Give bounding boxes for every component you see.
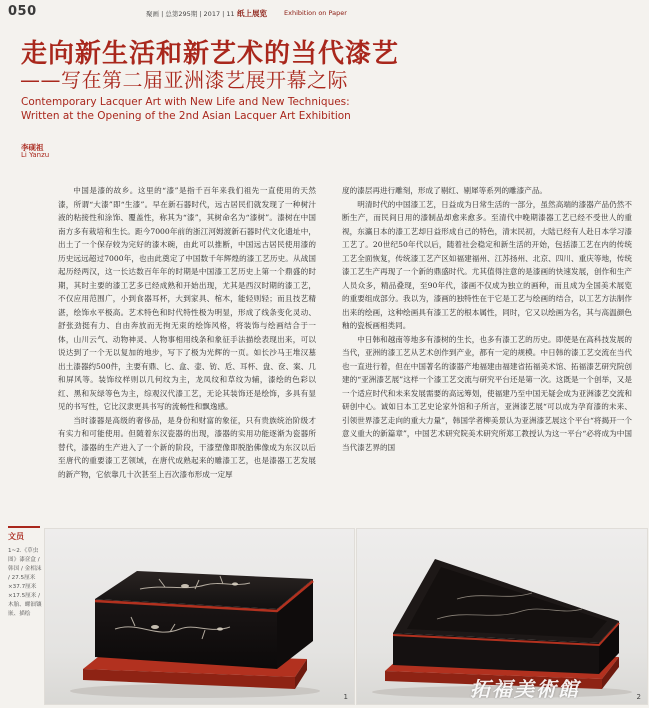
body-paragraph: 中国是漆的故乡。这里的“漆”是指千百年来我们祖先一直使用的天然漆，所谓“大漆”即“生漆”。早在新石器时代，远古居民们就发现了一种树汁液的粘接性和涂饰、覆盖性，称其为“漆”，其树命名为“漆树”。漆树在中国南方多有栽培和生长。距今7000年前的浙江河姆渡新石器时代文化遗址中，出土了一个保存较为完好的漆木碗，由此可以推断，中国远古居民使用漆的历史远远超过7000年，也由此奠定了中国数千年辉煌的漆工艺历史。从战国起历经两汉，这一长达数百年年的时期是中国漆工艺历史上第一个鼎盛的时期，其时主要的漆工艺多已经成熟和开始出现，尤其是西汉时期的漆工艺，不仅应用范围广，小到食器耳杯，大到家具、棺木，能轻则轻；而且技艺精湛，绘饰水平极高。艺术特色和时代特性极为明显，形成了线条变化灵动、舒张劲挺有力、自由奔放而无拘无束的绘饰风格，将装饰与绘画结合于一体，山川云气、动物神灵、人物事相用线条和象征手法描绘表现出来，可以说达到了一个无以复加的地步，写下了极为光辉的一页。如长沙马王堆汉墓出土漆器约500件，主要有鼎、匕、盒、壶、钫、卮、耳杯、盘、奁、案、几和屏风等。装饰纹样则以几何纹为主，龙凤纹和草纹为辅，漆绘的色彩以红、黑和灰绿等色为主，综观汉代漆工艺，无论其装饰还是绘饰，多具有显见的书写性，它比汉隶更具书写的流畅性和飘逸感。 <box>58 186 316 411</box>
figure-number: 1 <box>343 693 348 701</box>
author-name-cn: 李砚祖 <box>21 143 44 152</box>
caption-heading: 文员 <box>8 532 24 541</box>
section-name-en: Exhibition on Paper <box>284 9 347 17</box>
section-name-cn: 纸上展览 <box>237 9 267 18</box>
article-title-en-line1: Contemporary Lacquer Art with New Life and New Techniques: <box>21 96 350 108</box>
author-name-en: Li Yanzu <box>21 151 50 159</box>
article-title-cn: 走向新生活和新艺术的当代漆艺 <box>21 39 400 69</box>
caption-text: 1~2.《草虫图》漆奁盒 / 韩国 / 金相沫 / 27.5厘米×37.7厘米×17.5厘米 / 木胎、螺钿镶嵌、描绘 <box>8 548 42 617</box>
figure-photo-1 <box>44 528 355 705</box>
body-column-right <box>342 184 632 454</box>
lid-inner-panel <box>407 567 607 638</box>
caption-rule <box>8 526 40 528</box>
museum-watermark: 拓福美術館 <box>470 677 580 701</box>
article-title-en <box>21 95 351 123</box>
article-subtitle-cn: ——写在第二届亚洲漆艺展开幕之际 <box>20 68 348 92</box>
running-header <box>0 0 649 24</box>
body-paragraph: 当时漆器是高级的奢侈品，是身份和财富的象征，只有贵族统治阶级才有实力和可能使用。但随着东汉瓷器的出现，漆器的实用功能逐渐为瓷器所替代，漆器的生产进入了一个新的阶段，干漆塑像即脱胎佛像成为东汉以后至唐代的重要漆工艺领域，在唐代成熟起来的雕漆工艺，也是漆器工艺发展的新产物，它依靠几十次甚至上百次漆布形成一定厚 <box>58 415 316 479</box>
body-column-left <box>58 184 316 481</box>
body-paragraph: 明清时代的中国漆工艺，日益成为日常生活的一部分，虽然高端的漆器产品仍然不断生产，而民间日用的漆制品却愈来愈多。至清代中晚期漆器工艺已经不受世人的重视，东瀛日本的漆工艺却日益形成自己的特色，清末民初，大陆已经有人赴日本学习漆工艺了。20世纪50年代以后，随着社会稳定和新生活的开始，包括漆工艺在内的传统工艺全面恢复，传统漆工艺产区如福建福州、江苏扬州、北京、四川、重庆等地，传统漆工艺生产再现了一个新的鼎盛时代。尤其值得注意的是漆画的快速发展，创作和生产人员众多，精品叠现，至90年代，漆画不仅成为独立的画种，而且成为全国美术展览的重要组成部分。我以为，漆画的独特性在于它是工艺与绘画的结合，以工艺方法制作出来的绘画，这种绘画具有漆工艺的根本属性，同时，它又以绘画为名，其与高温颜色釉的瓷板画相类同。 <box>342 199 632 330</box>
article-title-en-line2: Written at the Opening of the 2nd Asian Lacquer Art Exhibition <box>21 110 351 122</box>
body-paragraph: 度的漆层再进行雕刻，形成了剔红、剔犀等系列的雕漆产品。 <box>342 186 548 195</box>
page-number: 050 <box>8 4 37 19</box>
body-paragraph: 中日韩和越南等地多有漆树的生长，也多有漆工艺的历史。即使是在高科技发展的当代，亚洲的漆工艺从艺术创作到产业，都有一定的规模。中日韩的漆工艺交流在当代也一直进行着，但在中国著名的漆器产地福建由福建省拓福美术馆、拓福漆艺研究院创建的“亚洲漆艺展”这样一个漆工艺交流与研究平台还是第一次。这既是一个创举，又是一个适应时代和未来发展需要的高远筹划，使福建乃至中国无疑会成为亚洲漆艺交流和研创中心。诚如日本工艺史论家外馆和子所言，亚洲漆艺展“可以成为孕育漆的未来、引领世界漆艺走向的重大力量”，韩国学者柳美景认为亚洲漆艺展这个平台“将揭开一个意义重大的新篇章”，中国艺术研究院美术研究所郑工教授认为这一平台“必将成为中国当代漆艺界的国 <box>342 334 632 452</box>
figure-number: 2 <box>636 693 641 701</box>
magazine-issue-info: 聚画 | 总第295期 | 2017 | 11 <box>146 10 235 18</box>
lacquer-box-image <box>45 529 354 704</box>
